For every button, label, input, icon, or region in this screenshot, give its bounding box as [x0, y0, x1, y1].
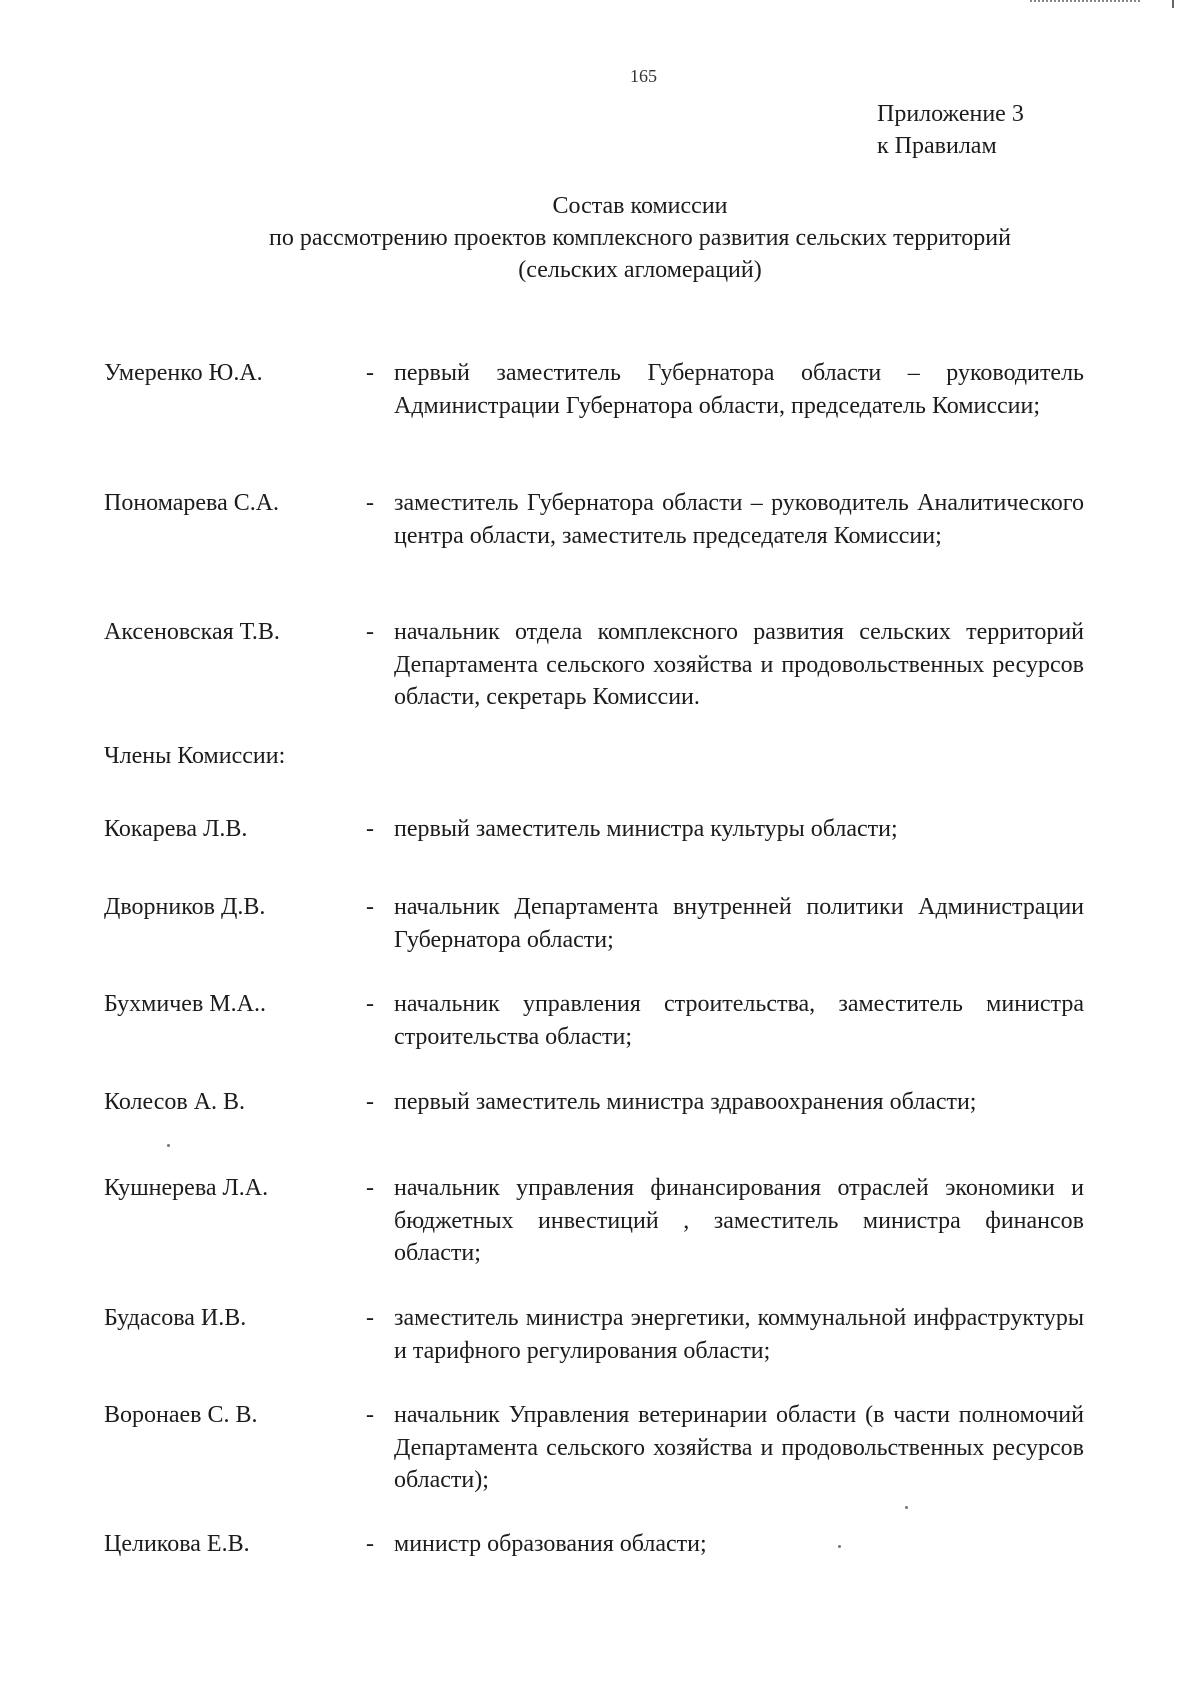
appendix-label	[877, 98, 1024, 162]
entry-dash: -	[366, 894, 374, 920]
entry-dash: -	[366, 1175, 374, 1201]
page-number: 165	[630, 66, 657, 86]
appendix-line: Приложение 3	[877, 101, 1024, 127]
member-role: начальник управления финансирования отраслей экономики и бюджетных инвестиций , заместитель министра финансов области;	[394, 1175, 1084, 1266]
title-line: Состав комиссии	[552, 193, 728, 219]
scan-speck	[167, 1144, 170, 1147]
member-role: начальник управления строительства, заместитель министра строительства области;	[394, 991, 1084, 1050]
entry-dash: -	[366, 816, 374, 842]
member-name: Пономарева С.А.	[104, 490, 280, 516]
appendix-line: к Правилам	[877, 133, 997, 159]
member-name: Воронаев С. В.	[104, 1402, 258, 1428]
member-name: Дворников Д.В.	[104, 894, 266, 920]
entry-dash: -	[366, 991, 374, 1017]
member-name: Кушнерева Л.А.	[104, 1175, 269, 1201]
member-name: Аксеновская Т.В.	[104, 619, 280, 645]
scan-speck	[838, 1545, 841, 1548]
scan-artifact	[1030, 0, 1140, 8]
member-name: Колесов А. В.	[104, 1089, 246, 1115]
entry-dash: -	[366, 490, 374, 516]
entry-dash: -	[366, 360, 374, 386]
member-role: заместитель министра энергетики, коммунальной инфраструктуры и тарифного регулирования области;	[394, 1305, 1084, 1364]
member-role: начальник Управления ветеринарии области (в части полномочий Департамента сельского хозяйства и продовольственных ресурсов области);	[394, 1402, 1084, 1493]
member-role: заместитель Губернатора области – руководитель Аналитического центра области, заместитель председателя Комиссии;	[394, 490, 1084, 549]
title-line: (сельских агломераций)	[518, 257, 762, 283]
title-line: по рассмотрению проектов комплексного развития сельских территорий	[268, 225, 1011, 251]
scan-speck	[905, 1506, 908, 1509]
member-role: первый заместитель министра здравоохранения области;	[394, 1089, 977, 1115]
members-heading: Члены Комиссии:	[104, 743, 286, 769]
document-title	[150, 190, 1130, 286]
member-name: Кокарева Л.В.	[104, 816, 248, 842]
entry-dash: -	[366, 619, 374, 645]
entry-dash: -	[366, 1402, 374, 1428]
member-role: первый заместитель министра культуры области;	[394, 816, 898, 842]
entry-dash: -	[366, 1305, 374, 1331]
member-name: Будасова И.В.	[104, 1305, 247, 1331]
member-role: министр образования области;	[394, 1531, 707, 1557]
member-name: Бухмичев М.А..	[104, 991, 266, 1017]
scan-artifact	[1172, 0, 1174, 8]
member-role: начальник отдела комплексного развития сельских территорий Департамента сельского хозяйства и продовольственных ресурсов области, секретарь Комиссии.	[394, 619, 1084, 710]
member-role: начальник Департамента внутренней политики Администрации Губернатора области;	[394, 894, 1084, 953]
entry-dash: -	[366, 1089, 374, 1115]
member-role: первый заместитель Губернатора области – руководитель Администрации Губернатора области, председатель Комиссии;	[394, 360, 1084, 419]
member-name: Умеренко Ю.А.	[104, 360, 263, 386]
member-name: Целикова Е.В.	[104, 1531, 250, 1557]
entry-dash: -	[366, 1531, 374, 1557]
